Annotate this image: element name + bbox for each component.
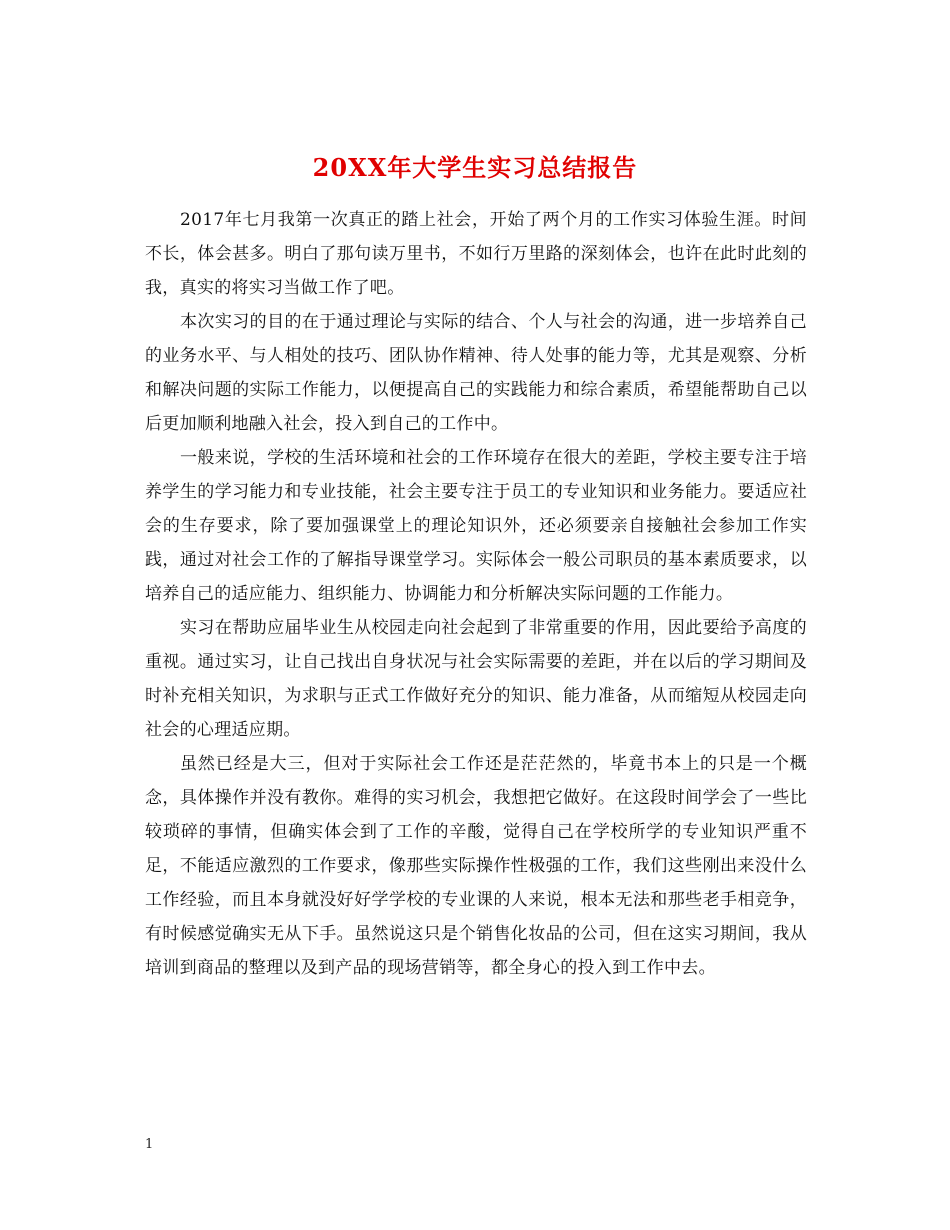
document-title: 20XX年大学生实习总结报告	[312, 153, 638, 183]
paragraph: 实习在帮助应届毕业生从校园走向社会起到了非常重要的作用，因此要给予高度的重视。通过实习，让自己找出自身状况与社会实际需要的差距，并在以后的学习期间及时补充相关知识，为求职与正式工作做好充分的知识、能力准备，从而缩短从校园走向社会的心理适应期。	[145, 618, 807, 740]
page-number: 1	[145, 1137, 154, 1152]
paragraph: 虽然已经是大三，但对于实际社会工作还是茫茫然的，毕竟书本上的只是一个概念，具体操作并没有教你。难得的实习机会，我想把它做好。在这段时间学会了一些比较琐碎的事情，但确实体会到了工作的辛酸，觉得自己在学校所学的专业知识严重不足，不能适应激烈的工作要求，像那些实际操作性极强的工作，我们这些刚出来没什么工作经验，而且本身就没好好学学校的专业课的人来说，根本无法和那些老手相竞争，有时候感觉确实无从下手。虽然说这只是个销售化妆品的公司，但在这实习期间，我从培训到商品的整理以及到产品的现场营销等，都全身心的投入到工作中去。	[145, 754, 807, 978]
paragraph: 一般来说，学校的生活环境和社会的工作环境存在很大的差距，学校主要专注于培养学生的学习能力和专业技能，社会主要专注于员工的专业知识和业务能力。要适应社会的生存要求，除了要加强课堂上的理论知识外，还必须要亲自接触社会参加工作实践，通过对社会工作的了解指导课堂学习。实际体会一般公司职员的基本素质要求，以培养自己的适应能力、组织能力、协调能力和分析解决实际问题的工作能力。	[145, 448, 807, 604]
document-body	[145, 203, 807, 985]
paragraph: 2017年七月我第一次真正的踏上社会，开始了两个月的工作实习体验生涯。时间不长，体会甚多。明白了那句读万里书，不如行万里路的深刻体会，也许在此时此刻的我，真实的将实习当做工作了吧。	[145, 210, 807, 298]
paragraph: 本次实习的目的在于通过理论与实际的结合、个人与社会的沟通，进一步培养自己的业务水平、与人相处的技巧、团队协作精神、待人处事的能力等，尤其是观察、分析和解决问题的实际工作能力，以便提高自己的实践能力和综合素质，希望能帮助自己以后更加顺利地融入社会，投入到自己的工作中。	[145, 312, 807, 434]
